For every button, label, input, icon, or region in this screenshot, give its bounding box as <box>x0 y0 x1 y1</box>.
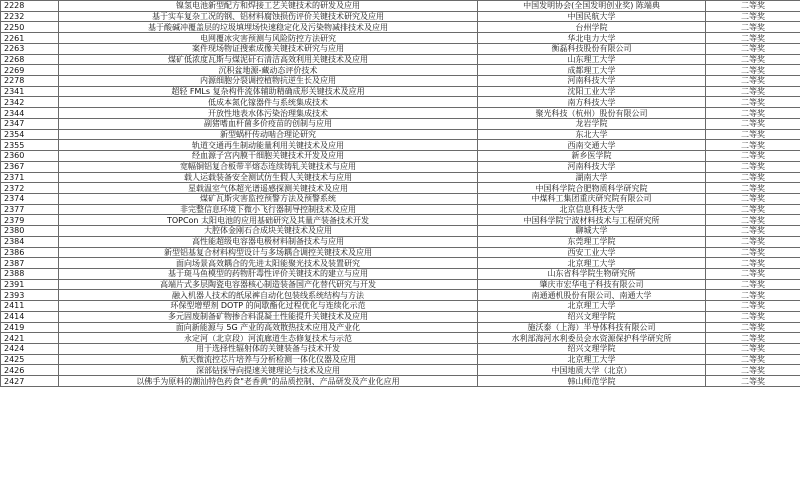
award-level-cell: 二等奖 <box>706 365 800 376</box>
award-level-cell: 二等奖 <box>706 258 800 269</box>
project-title-cell: 经血源子宫内膜干细胞关键技术开发及应用 <box>59 151 478 162</box>
row-number-cell: 2411 <box>1 301 59 312</box>
award-level-cell: 二等奖 <box>706 129 800 140</box>
organization-cell: 东莞理工学院 <box>478 236 706 247</box>
table-row <box>1 183 800 194</box>
project-title-cell: 基于斑马鱼模型的药物肝毒性评价关键技术的建立与应用 <box>59 268 478 279</box>
project-title-cell: 宽幅铜铝复合板带半熔态连续铸轧关键技术与应用 <box>59 161 478 172</box>
award-table-body <box>1 1 800 387</box>
award-level-cell: 二等奖 <box>706 86 800 97</box>
table-row <box>1 193 800 204</box>
project-title-cell: 超轻 FMLs 复杂构件流体辅助精确成形关键技术及应用 <box>59 86 478 97</box>
award-level-cell: 二等奖 <box>706 215 800 226</box>
organization-cell: 北京理工大学 <box>478 258 706 269</box>
organization-cell: 中国地质大学（北京） <box>478 365 706 376</box>
project-title-cell: 煤矿瓦斯灾害监控预警方法及预警系统 <box>59 193 478 204</box>
award-level-cell: 二等奖 <box>706 322 800 333</box>
award-level-cell: 二等奖 <box>706 33 800 44</box>
organization-cell: 河南科技大学 <box>478 161 706 172</box>
project-title-cell: 多元固废制备矿物掺合料混凝土性能提升关键技术及应用 <box>59 311 478 322</box>
project-title-cell: 基于酸碱冲覆盖层的垃圾填埋场快速稳定化及污染物减排技术及应用 <box>59 22 478 33</box>
table-row <box>1 333 800 344</box>
table-row <box>1 33 800 44</box>
organization-cell: 西南交通大学 <box>478 140 706 151</box>
project-title-cell: 用于选择性辐射体的关键装备与技术开发 <box>59 344 478 355</box>
table-row <box>1 1 800 12</box>
organization-cell: 中国民航大学 <box>478 11 706 22</box>
project-title-cell: 环保型增塑剂 DOTP 的间歇酯化过程优化与连续化示范 <box>59 301 478 312</box>
table-row <box>1 65 800 76</box>
table-row <box>1 236 800 247</box>
organization-cell: 中煤科工集团重庆研究院有限公司 <box>478 193 706 204</box>
project-title-cell: 内源细胞分裂调控植物抗逆生长及应用 <box>59 76 478 87</box>
organization-cell: 西安工业大学 <box>478 247 706 258</box>
table-row <box>1 76 800 87</box>
organization-cell: 绍兴文理学院 <box>478 311 706 322</box>
table-row <box>1 140 800 151</box>
project-title-cell: 大腔体金刚石合成块关键技术及应用 <box>59 226 478 237</box>
row-number-cell: 2372 <box>1 183 59 194</box>
row-number-cell: 2374 <box>1 193 59 204</box>
project-title-cell: 高端片式多层陶瓷电容器核心制造装备国产化替代研究与开发 <box>59 279 478 290</box>
organization-cell: 绍兴文理学院 <box>478 344 706 355</box>
organization-cell: 韩山师范学院 <box>478 376 706 387</box>
table-row <box>1 354 800 365</box>
award-level-cell: 二等奖 <box>706 311 800 322</box>
award-level-cell: 二等奖 <box>706 108 800 119</box>
row-number-cell: 2278 <box>1 76 59 87</box>
table-row <box>1 365 800 376</box>
organization-cell: 成都理工大学 <box>478 65 706 76</box>
project-title-cell: 深部钻探导向提速关键理论与技术及应用 <box>59 365 478 376</box>
row-number-cell: 2379 <box>1 215 59 226</box>
table-row <box>1 204 800 215</box>
project-title-cell: 融入机器人技术的纸尿裤自动化包装线系统结构与方法 <box>59 290 478 301</box>
award-level-cell: 二等奖 <box>706 279 800 290</box>
award-level-cell: 二等奖 <box>706 376 800 387</box>
organization-cell: 北京理工大学 <box>478 354 706 365</box>
table-row <box>1 290 800 301</box>
table-row <box>1 247 800 258</box>
organization-cell: 北京信息科技大学 <box>478 204 706 215</box>
row-number-cell: 2347 <box>1 118 59 129</box>
organization-cell: 东北大学 <box>478 129 706 140</box>
organization-cell: 新乡医学院 <box>478 151 706 162</box>
row-number-cell: 2393 <box>1 290 59 301</box>
row-number-cell: 2228 <box>1 1 59 12</box>
organization-cell: 山东省科学院生物研究所 <box>478 268 706 279</box>
project-title-cell: 镍氢电池新型配方和焊接工艺关键技术的研发及应用 <box>59 1 478 12</box>
row-number-cell: 2355 <box>1 140 59 151</box>
row-number-cell: 2261 <box>1 33 59 44</box>
project-title-cell: 新型铝基复合材料构型设计与多场耦合调控关键技术及应用 <box>59 247 478 258</box>
project-title-cell: 电网覆冰灾害预测与风险防控方法研究 <box>59 33 478 44</box>
organization-cell: 台州学院 <box>478 22 706 33</box>
organization-cell: 沈阳工业大学 <box>478 86 706 97</box>
project-title-cell: 副猪嗜血杆菌多价疫苗的创制与应用 <box>59 118 478 129</box>
table-row <box>1 86 800 97</box>
table-row <box>1 344 800 355</box>
row-number-cell: 2268 <box>1 54 59 65</box>
table-row <box>1 151 800 162</box>
award-level-cell: 二等奖 <box>706 54 800 65</box>
project-title-cell: 面向场景高效耦合的先进太阳能聚光技术及装置研究 <box>59 258 478 269</box>
row-number-cell: 2426 <box>1 365 59 376</box>
award-level-cell: 二等奖 <box>706 333 800 344</box>
table-row <box>1 268 800 279</box>
row-number-cell: 2344 <box>1 108 59 119</box>
award-level-cell: 二等奖 <box>706 151 800 162</box>
award-level-cell: 二等奖 <box>706 172 800 183</box>
project-title-cell: 煤矿低浓度瓦斯与煤泥矸石清洁高效利用关键技术及应用 <box>59 54 478 65</box>
project-title-cell: 高性能超级电容器电极材料制备技术与应用 <box>59 236 478 247</box>
table-row <box>1 215 800 226</box>
row-number-cell: 2342 <box>1 97 59 108</box>
table-row <box>1 54 800 65</box>
project-title-cell: 面向新能源与 5G 产业的高效散热技术应用及产业化 <box>59 322 478 333</box>
project-title-cell: 永定河（北京段）河流廊道生态修复技术与示范 <box>59 333 478 344</box>
award-level-cell: 二等奖 <box>706 193 800 204</box>
project-title-cell: 载人运载装备安全测试仿生假人关键技术与应用 <box>59 172 478 183</box>
award-level-cell: 二等奖 <box>706 140 800 151</box>
row-number-cell: 2341 <box>1 86 59 97</box>
organization-cell: 中国科学院合肥物质科学研究院 <box>478 183 706 194</box>
award-level-cell: 二等奖 <box>706 65 800 76</box>
award-level-cell: 二等奖 <box>706 290 800 301</box>
organization-cell: 水利部海河水利委员会水资源保护科学研究所 <box>478 333 706 344</box>
table-row <box>1 376 800 387</box>
project-title-cell: 新型蜗杆传动啮合理论研究 <box>59 129 478 140</box>
row-number-cell: 2360 <box>1 151 59 162</box>
table-row <box>1 258 800 269</box>
row-number-cell: 2367 <box>1 161 59 172</box>
table-row <box>1 301 800 312</box>
row-number-cell: 2269 <box>1 65 59 76</box>
table-row <box>1 108 800 119</box>
award-level-cell: 二等奖 <box>706 11 800 22</box>
table-row <box>1 118 800 129</box>
organization-cell: 聊城大学 <box>478 226 706 237</box>
organization-cell: 衡磊科技股份有限公司 <box>478 43 706 54</box>
table-row <box>1 97 800 108</box>
project-title-cell: 沉积盆地源-藏动态评价技术 <box>59 65 478 76</box>
award-level-cell: 二等奖 <box>706 43 800 54</box>
table-row <box>1 11 800 22</box>
organization-cell: 聚光科技（杭州）股份有限公司 <box>478 108 706 119</box>
award-level-cell: 二等奖 <box>706 226 800 237</box>
project-title-cell: 以佛手为原料的潮汕特色药食"老香黄"的品质控制、产品研发及产业化应用 <box>59 376 478 387</box>
project-title-cell: TOPCon 太阳电池的应用基础研究及其量产装备技术开发 <box>59 215 478 226</box>
table-row <box>1 22 800 33</box>
row-number-cell: 2421 <box>1 333 59 344</box>
award-level-cell: 二等奖 <box>706 268 800 279</box>
organization-cell: 北京理工大学 <box>478 301 706 312</box>
project-title-cell: 案件现场物证搜索成像关键技术研究与应用 <box>59 43 478 54</box>
award-level-cell: 二等奖 <box>706 161 800 172</box>
project-title-cell: 非完整信息环境下微小飞行器制导控制技术及应用 <box>59 204 478 215</box>
project-title-cell: 低成本氮化镓器件与系统集成技术 <box>59 97 478 108</box>
organization-cell: 中国科学院宁波材料技术与工程研究所 <box>478 215 706 226</box>
row-number-cell: 2354 <box>1 129 59 140</box>
row-number-cell: 2391 <box>1 279 59 290</box>
row-number-cell: 2377 <box>1 204 59 215</box>
table-row <box>1 279 800 290</box>
organization-cell: 河南科技大学 <box>478 76 706 87</box>
award-level-cell: 二等奖 <box>706 204 800 215</box>
row-number-cell: 2425 <box>1 354 59 365</box>
project-title-cell: 航天微流控芯片培养与分析检测一体化仪器及应用 <box>59 354 478 365</box>
project-title-cell: 星载温室气体超光谱遥感探测关键技术及应用 <box>59 183 478 194</box>
organization-cell: 施沃泰（上海）半导体科技有限公司 <box>478 322 706 333</box>
row-number-cell: 2386 <box>1 247 59 258</box>
row-number-cell: 2250 <box>1 22 59 33</box>
organization-cell: 华北电力大学 <box>478 33 706 44</box>
row-number-cell: 2384 <box>1 236 59 247</box>
row-number-cell: 2371 <box>1 172 59 183</box>
row-number-cell: 2427 <box>1 376 59 387</box>
organization-cell: 龙岩学院 <box>478 118 706 129</box>
award-level-cell: 二等奖 <box>706 354 800 365</box>
row-number-cell: 2414 <box>1 311 59 322</box>
table-row <box>1 129 800 140</box>
project-title-cell: 基于实车复杂工况的钢、铝材料腐蚀损伤评价关键技术研究及应用 <box>59 11 478 22</box>
award-level-cell: 二等奖 <box>706 183 800 194</box>
award-level-cell: 二等奖 <box>706 1 800 12</box>
award-level-cell: 二等奖 <box>706 301 800 312</box>
organization-cell: 肇庆市宏华电子科技有限公司 <box>478 279 706 290</box>
award-level-cell: 二等奖 <box>706 97 800 108</box>
organization-cell: 南方科技大学 <box>478 97 706 108</box>
row-number-cell: 2388 <box>1 268 59 279</box>
project-title-cell: 开放性地表水体污染治理集成技术 <box>59 108 478 119</box>
award-level-cell: 二等奖 <box>706 344 800 355</box>
row-number-cell: 2380 <box>1 226 59 237</box>
organization-cell: 湖南大学 <box>478 172 706 183</box>
row-number-cell: 2387 <box>1 258 59 269</box>
table-row <box>1 311 800 322</box>
table-row <box>1 322 800 333</box>
row-number-cell: 2424 <box>1 344 59 355</box>
table-row <box>1 226 800 237</box>
organization-cell: 中国发明协会(全国发明创业奖) 陈端典 <box>478 1 706 12</box>
row-number-cell: 2232 <box>1 11 59 22</box>
organization-cell: 山东理工大学 <box>478 54 706 65</box>
row-number-cell: 2419 <box>1 322 59 333</box>
award-level-cell: 二等奖 <box>706 118 800 129</box>
table-row <box>1 43 800 54</box>
award-level-cell: 二等奖 <box>706 22 800 33</box>
award-level-cell: 二等奖 <box>706 76 800 87</box>
award-level-cell: 二等奖 <box>706 236 800 247</box>
organization-cell: 南通通机股份有限公司、南通大学 <box>478 290 706 301</box>
table-row <box>1 161 800 172</box>
project-title-cell: 轨道交通再生制动能量利用关键技术及应用 <box>59 140 478 151</box>
award-level-cell: 二等奖 <box>706 247 800 258</box>
row-number-cell: 2263 <box>1 43 59 54</box>
table-row <box>1 172 800 183</box>
